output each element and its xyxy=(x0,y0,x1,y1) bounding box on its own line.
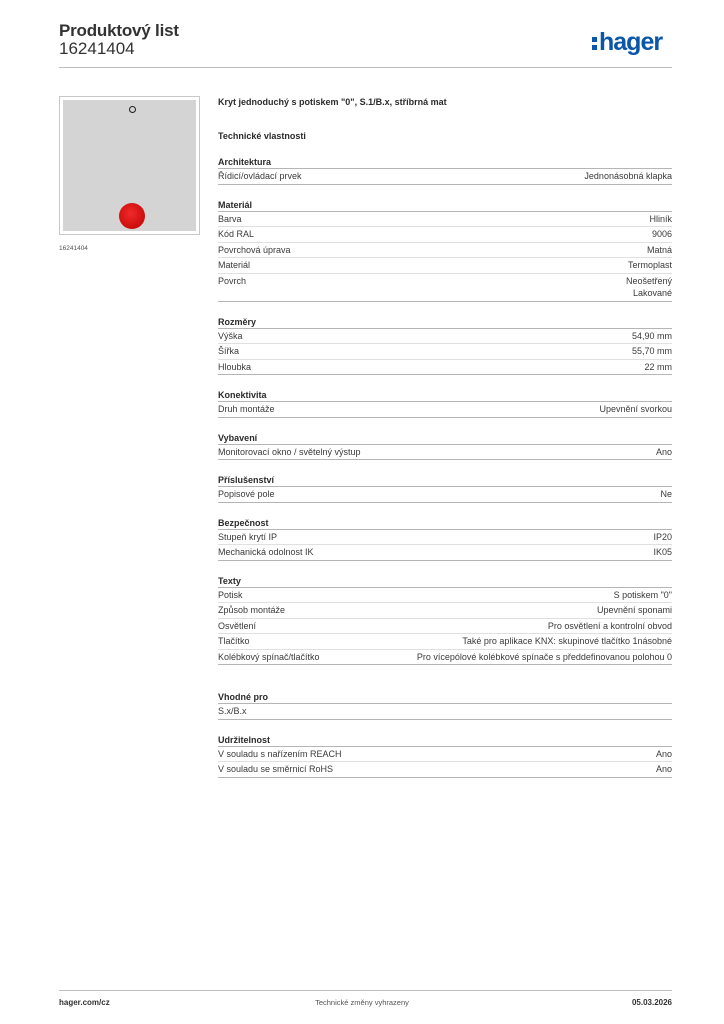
spec-section xyxy=(218,432,672,461)
spec-value-line: Jednonásobná klapka xyxy=(584,171,672,181)
spec-value xyxy=(647,244,672,257)
section-title: Rozměry xyxy=(218,316,672,329)
spec-value xyxy=(653,531,672,544)
spec-value xyxy=(632,345,672,358)
spec-label: S.x/B.x xyxy=(218,706,247,716)
spec-value xyxy=(656,763,672,776)
spec-value xyxy=(626,275,672,300)
footer-website: hager.com/cz xyxy=(59,998,110,1007)
spec-label: Řídicí/ovládací prvek xyxy=(218,171,302,181)
spec-value-line: Matná xyxy=(646,244,672,255)
section-title: Vhodné pro xyxy=(218,691,672,704)
spec-label: Šířka xyxy=(218,346,240,356)
spec-label: Stupeň krytí IP xyxy=(218,531,278,542)
spec-value-line: Ano xyxy=(655,446,672,457)
spec-value-line: Upevnění sponami xyxy=(596,605,672,615)
section-title: Texty xyxy=(218,575,672,588)
spec-row xyxy=(218,588,672,603)
spec-row xyxy=(218,343,672,359)
spec-value-line: Neošetřený xyxy=(625,275,672,286)
spec-value-line: 9006 xyxy=(651,229,672,239)
spec-value-line: Ano xyxy=(655,764,672,774)
switch-cover-plate xyxy=(63,100,196,231)
spec-label: Povrch xyxy=(218,275,247,286)
spec-value xyxy=(614,589,672,602)
spec-label: Kód RAL xyxy=(218,229,255,239)
section-title: Materiál xyxy=(218,199,672,212)
section-title: Vybavení xyxy=(218,432,672,445)
spec-row xyxy=(218,602,672,618)
section-title: Příslušenství xyxy=(218,474,672,487)
logo-colon-icon xyxy=(592,37,597,50)
spec-section xyxy=(218,474,672,503)
spec-row xyxy=(218,359,672,375)
spec-value-line: IK05 xyxy=(653,547,672,557)
spec-row xyxy=(218,402,672,417)
spec-label: Mechanická odolnost IK xyxy=(218,547,314,557)
spec-label: Způsob montáže xyxy=(218,605,286,615)
section-rows xyxy=(218,402,672,418)
spec-label: Popisové pole xyxy=(218,489,275,499)
spec-value xyxy=(599,403,672,416)
technical-properties-heading: Technické vlastnosti xyxy=(218,131,306,141)
section-rows xyxy=(218,530,672,561)
spec-value-line: S potiskem "0" xyxy=(613,589,672,600)
spec-row xyxy=(218,761,672,777)
spec-row xyxy=(218,487,672,502)
spec-value xyxy=(660,488,672,501)
spec-label: Druh montáže xyxy=(218,404,275,414)
spec-value xyxy=(462,635,672,648)
spec-value xyxy=(649,213,672,226)
spec-row xyxy=(218,226,672,242)
header-divider xyxy=(59,67,672,68)
spec-value xyxy=(548,620,672,633)
spec-value xyxy=(644,361,672,374)
spec-section xyxy=(218,691,672,720)
spec-row xyxy=(218,649,672,665)
spec-row xyxy=(218,242,672,258)
spec-row xyxy=(218,212,672,227)
spec-row xyxy=(218,747,672,762)
section-rows xyxy=(218,588,672,666)
section-rows xyxy=(218,329,672,376)
spec-value xyxy=(632,330,672,343)
spec-value xyxy=(653,546,672,559)
spec-value-line: Ano xyxy=(655,748,672,759)
spec-label: V souladu s nařízením REACH xyxy=(218,748,342,759)
section-rows xyxy=(218,487,672,503)
logo-text: hager xyxy=(599,28,663,56)
red-indicator-icon xyxy=(119,203,145,229)
product-name: Kryt jednoduchý s potiskem "0", S.1/B.x, stříbrná mat xyxy=(218,97,447,107)
spec-value-line: Pro osvětlení a kontrolní obvod xyxy=(547,620,672,631)
spec-value xyxy=(656,748,672,761)
footer-date: 05.03.2026 xyxy=(631,998,672,1007)
footer-divider xyxy=(59,990,672,991)
spec-value-line: IP20 xyxy=(653,531,672,542)
spec-value xyxy=(584,170,672,183)
spec-label: Hloubka xyxy=(218,361,252,372)
section-title: Udržitelnost xyxy=(218,734,672,747)
spec-section xyxy=(218,575,672,666)
spec-section xyxy=(218,156,672,185)
section-title: Konektivita xyxy=(218,389,672,402)
spec-value xyxy=(628,259,672,272)
spec-section xyxy=(218,734,672,778)
spec-value-line: Lakované xyxy=(632,288,672,298)
spec-value xyxy=(597,604,672,617)
spec-row xyxy=(218,273,672,301)
spec-section xyxy=(218,199,672,302)
section-rows xyxy=(218,704,672,720)
spec-label: Osvětlení xyxy=(218,620,257,631)
spec-section xyxy=(218,389,672,418)
spec-sections xyxy=(218,156,672,778)
spec-row xyxy=(218,445,672,460)
spec-section xyxy=(218,517,672,561)
spec-row xyxy=(218,544,672,560)
footer-note: Technické změny vyhrazeny xyxy=(315,998,409,1007)
section-rows xyxy=(218,212,672,302)
section-rows xyxy=(218,747,672,778)
spec-row xyxy=(218,530,672,545)
spec-value xyxy=(652,228,672,241)
section-title: Architektura xyxy=(218,156,672,169)
image-caption: 16241404 xyxy=(59,245,88,252)
spec-row xyxy=(218,169,672,184)
spec-value-line: Ne xyxy=(660,489,672,499)
spec-value-line: 22 mm xyxy=(644,361,672,372)
spec-label: Monitorovací okno / světelný výstup xyxy=(218,446,361,457)
spec-value-line: Pro vícepólové kolébkové spínače s předdefinovanou polohou 0 xyxy=(416,651,672,662)
spec-section xyxy=(218,316,672,376)
spec-label: Kolébkový spínač/tlačítko xyxy=(218,651,320,662)
spec-label: Barva xyxy=(218,213,242,224)
spec-value-line: 55,70 mm xyxy=(631,346,672,356)
spec-row xyxy=(218,704,672,719)
spec-value xyxy=(656,446,672,459)
spec-label: Materiál xyxy=(218,260,251,270)
spec-label: Výška xyxy=(218,330,243,341)
spec-value-line: Hliník xyxy=(649,213,672,224)
spec-value-line: Také pro aplikace KNX: skupinové tlačítko 1násobné xyxy=(462,636,672,646)
spec-row xyxy=(218,257,672,273)
product-number: 16241404 xyxy=(59,39,135,58)
spec-value-line: Upevnění svorkou xyxy=(599,404,672,414)
section-rows xyxy=(218,445,672,461)
product-specs xyxy=(218,96,672,778)
section-title: Bezpečnost xyxy=(218,517,672,530)
spec-label: Potisk xyxy=(218,589,243,600)
spec-value xyxy=(417,651,672,664)
indicator-ring-icon xyxy=(129,106,136,113)
spec-label: V souladu se směrnicí RoHS xyxy=(218,764,334,774)
section-rows xyxy=(218,169,672,185)
spec-row xyxy=(218,633,672,649)
hager-logo xyxy=(592,27,662,57)
spec-value-line: Termoplast xyxy=(627,260,672,270)
page-title: Produktový list xyxy=(59,21,179,40)
spec-label: Tlačítko xyxy=(218,636,250,646)
spec-value-line: 54,90 mm xyxy=(631,330,672,341)
spec-label: Povrchová úprava xyxy=(218,244,291,255)
spec-row xyxy=(218,329,672,344)
product-image xyxy=(59,96,200,235)
spec-row xyxy=(218,618,672,634)
